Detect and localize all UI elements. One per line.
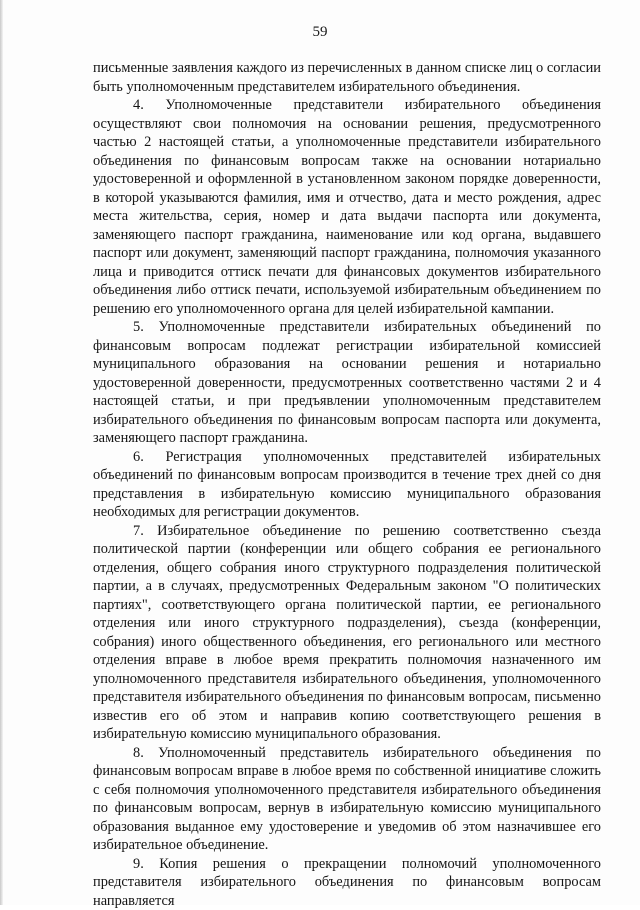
paragraph-7: 7. Избирательное объединение по решению соответственно съезда политической партии (конференции или общего собрания ее регионального отделения, общего собрания иного структурного подразделения политической партии, а в случаях, предусмотренных Федеральным законом "О политических партиях", соответствующего органа политической партии, ее регионального отделения или иного структурного подразделения), съезда (конференции, собрания) иного общественного объединения, его регионального или местного отделения вправе в любое время прекратить полномочия назначенного им уполномоченного представителя избирательного объединения, уполномоченного представителя избирательного объединения по финансовым вопросам, письменно известив его об этом и направив копию соответствующего решения в избирательную комиссию муниципального образования. — [93, 522, 601, 744]
document-body — [93, 59, 601, 910]
page-edge-shadow — [0, 0, 3, 905]
paragraph-continuation: письменные заявления каждого из перечисленных в данном списке лиц о согласии быть уполномоченным представителем избирательного объединения. — [93, 59, 601, 96]
paragraph-4: 4. Уполномоченные представители избирательного объединения осуществляют свои полномочия на основании решения, предусмотренного частью 2 настоящей статьи, а уполномоченные представители избирательного объединения по финансовым вопросам также на основании нотариально удостоверенной и оформленной в установленном законом порядке доверенности, в которой указываются фамилия, имя и отчество, дата и место рождения, адрес места жительства, серия, номер и дата выдачи паспорта или документа, заменяющего паспорт гражданина, наименование или код органа, выдавшего паспорт или документ, заменяющий паспорт гражданина, полномочия указанного лица и приводится оттиск печати для финансовых документов избирательного объединения либо оттиск печати, используемой избирательным объединением по решению его уполномоченного органа для целей избирательной кампании. — [93, 96, 601, 318]
paragraph-6: 6. Регистрация уполномоченных представителей избирательных объединений по финансовым вопросам производится в течение трех дней со дня представления в избирательную комиссию муниципального образования необходимых для регистрации документов. — [93, 448, 601, 522]
paragraph-9: 9. Копия решения о прекращении полномочий уполномоченного представителя избирательного объединения по финансовым вопросам направляется — [93, 855, 601, 910]
paragraph-8: 8. Уполномоченный представитель избирательного объединения по финансовым вопросам вправе в любое время по собственной инициативе сложить с себя полномочия уполномоченного представителя избирательного объединения по финансовым вопросам, вернув в избирательную комиссию муниципального образования выданное ему удостоверение и уведомив об этом назначившее его избирательное объединение. — [93, 744, 601, 855]
paragraph-5: 5. Уполномоченные представители избирательных объединений по финансовым вопросам подлежат регистрации избирательной комиссией муниципального образования на основании решения и нотариально удостоверенной доверенности, предусмотренных соответственно частями 2 и 4 настоящей статьи, и при предъявлении уполномоченным представителем избирательного объединения по финансовым вопросам паспорта или документа, заменяющего паспорт гражданина. — [93, 318, 601, 448]
page-number: 59 — [0, 24, 640, 41]
